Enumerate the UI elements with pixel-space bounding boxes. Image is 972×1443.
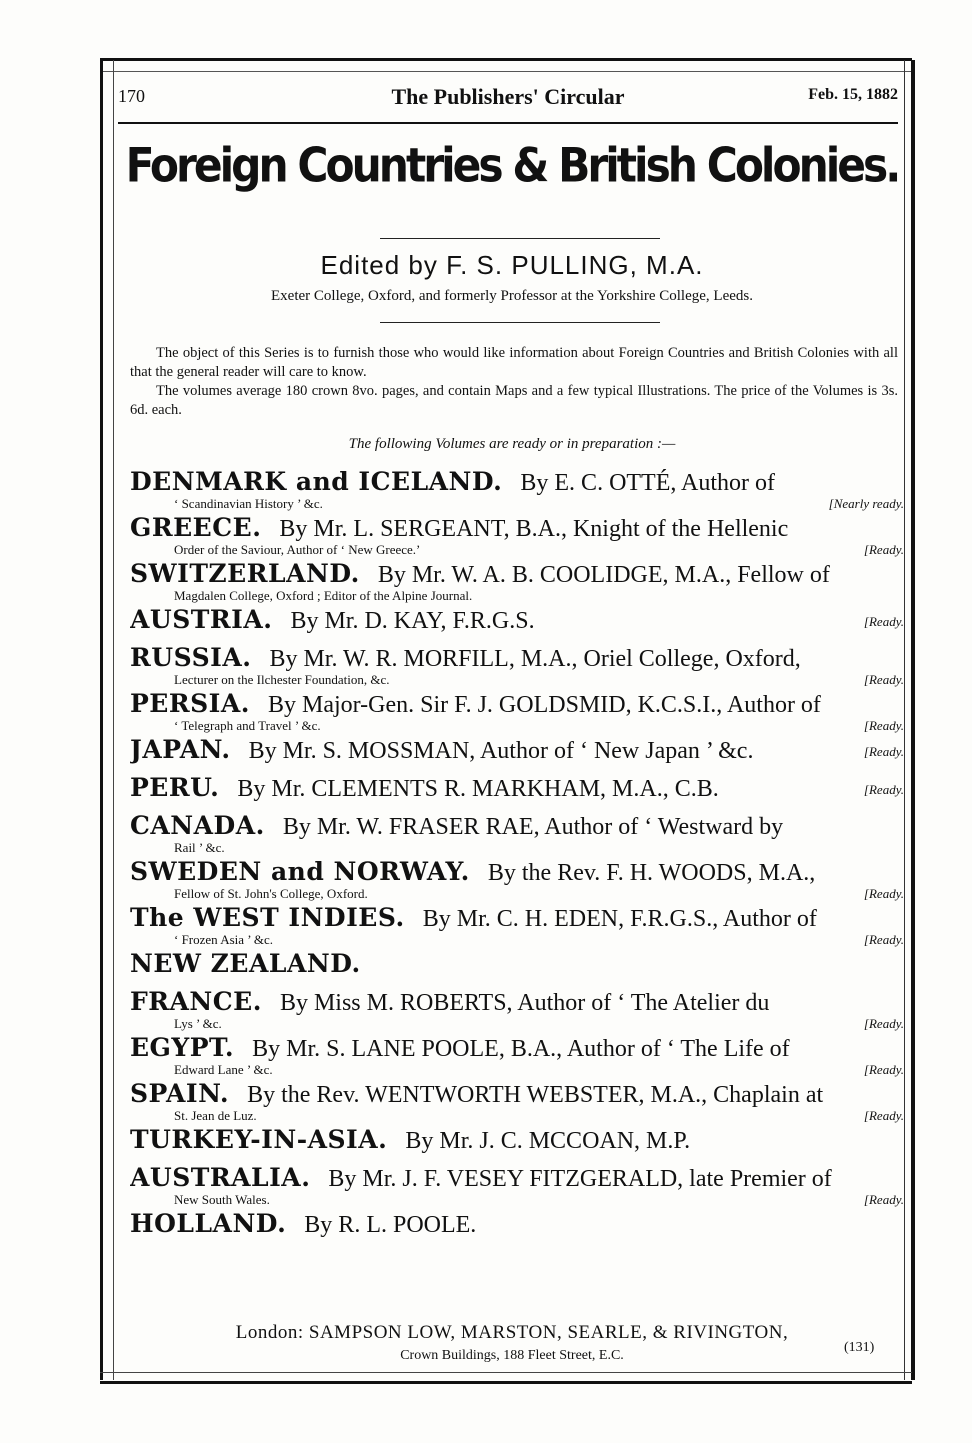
volumes-heading: The following Volumes are ready or in preparation :— [348, 436, 676, 452]
volume-author: By Mr. W. A. B. COOLIDGE, M.A., Fellow of [377, 562, 830, 588]
volume-country: SWEDEN and NORWAY. [130, 858, 470, 886]
volume-title-line [130, 1034, 904, 1062]
volume-subline [130, 672, 904, 688]
issue-date: Feb. 15, 1882 [808, 86, 898, 103]
volume-title-line [130, 1126, 904, 1154]
volume-country: JAPAN. [130, 736, 231, 764]
volume-author: By Miss M. ROBERTS, Author of ‘ The Atelier du [279, 990, 770, 1016]
volume-country: RUSSIA. [130, 644, 252, 672]
volume-title-line [130, 812, 904, 840]
volume-subline [130, 840, 904, 856]
volume-entry [130, 1210, 904, 1248]
volume-title-line [130, 468, 904, 496]
volume-entry [130, 690, 904, 736]
volume-subline [130, 1016, 904, 1032]
publisher-line: London: SAMPSON LOW, MARSTON, SEARLE, & RIVINGTON, [235, 1322, 789, 1343]
volume-details: Edward Lane ’ &c. [174, 1062, 273, 1077]
volume-author: By Mr. S. MOSSMAN, Author of ‘ New Japan ’ &c. [248, 738, 754, 764]
frame-bottom-border [100, 1372, 912, 1384]
volume-status: [Ready. [863, 1016, 904, 1031]
volume-details: ‘ Frozen Asia ’ &c. [174, 932, 274, 947]
publisher-address: Crown Buildings, 188 Fleet Street, E.C. [400, 1348, 624, 1363]
volume-author: By Mr. C. H. EDEN, F.R.G.S., Author of [422, 906, 817, 932]
editor-line: Edited by F. S. PULLING, M.A. [320, 250, 704, 280]
volume-entry [130, 950, 904, 988]
volume-entry [130, 560, 904, 606]
editor-rule [380, 322, 660, 323]
volume-entry [130, 514, 904, 560]
volume-title-line [130, 514, 904, 542]
volume-subline [130, 932, 904, 948]
volume-subline [130, 496, 904, 512]
volume-entry [130, 1126, 904, 1164]
series-introduction [130, 344, 898, 420]
volume-author: By R. L. POOLE. [304, 1212, 477, 1238]
volume-entry [130, 904, 904, 950]
volume-author: By Mr. S. LANE POOLE, B.A., Author of ‘ The Life of [252, 1036, 790, 1062]
volume-country: The WEST INDIES. [130, 904, 405, 932]
volume-entry [130, 736, 904, 774]
volume-title-line [130, 606, 904, 634]
volume-title-line [130, 1164, 904, 1192]
volume-country: EGYPT. [130, 1034, 235, 1062]
volume-subline [130, 1062, 904, 1078]
volume-country: SWITZERLAND. [130, 560, 360, 588]
volume-author: By Mr. J. F. VESEY FITZGERALD, late Premier of [328, 1166, 832, 1192]
volume-subline [130, 1108, 904, 1124]
volume-subline [130, 718, 904, 734]
running-header [118, 84, 898, 114]
volume-title-line [130, 560, 904, 588]
volume-details: Rail ’ &c. [174, 840, 225, 855]
volume-subline [130, 542, 904, 558]
volume-entry [130, 468, 904, 514]
volume-details: New South Wales. [174, 1192, 270, 1207]
volume-status: [Ready. [863, 1192, 904, 1207]
volume-status: [Ready. [863, 932, 904, 947]
volume-country: SPAIN. [130, 1080, 230, 1108]
volume-country: AUSTRIA. [130, 606, 273, 634]
journal-title: The Publishers' Circular [391, 84, 625, 109]
volume-status: [Ready. [863, 614, 904, 629]
volume-title-line [130, 736, 904, 764]
volume-entry [130, 644, 904, 690]
advert-number: (131) [844, 1340, 875, 1355]
volume-entry [130, 812, 904, 858]
title-rule [380, 238, 660, 239]
volume-status: [Ready. [863, 718, 904, 733]
volume-title-line [130, 774, 904, 802]
volume-entry [130, 1034, 904, 1080]
intro-paragraph: The volumes average 180 crown 8vo. pages, and contain Maps and a few typical Illustrations. The price of the Volumes is 3s. 6d. each. [130, 383, 898, 418]
volume-author: By E. C. OTTÉ, Author of [520, 470, 776, 496]
volume-details: Order of the Saviour, Author of ‘ New Greece.’ [174, 542, 421, 557]
volume-author: By Mr. W. R. MORFILL, M.A., Oriel College, Oxford, [269, 646, 801, 672]
frame-top-border [100, 58, 912, 72]
editor-affiliation: Exeter College, Oxford, and formerly Professor at the Yorkshire College, Leeds. [271, 288, 753, 304]
volume-entry [130, 606, 904, 644]
volume-details: St. Jean de Luz. [174, 1108, 257, 1123]
volume-author: By Mr. D. KAY, F.R.G.S. [290, 608, 535, 634]
volume-entry [130, 774, 904, 812]
volume-title-line [130, 1210, 904, 1238]
volume-country: PERU. [130, 774, 220, 802]
volume-country: AUSTRALIA. [130, 1164, 311, 1192]
volume-country: CANADA. [130, 812, 265, 840]
volume-status: [Ready. [863, 886, 904, 901]
volume-country: TURKEY-IN-ASIA. [130, 1126, 388, 1154]
volume-country: DENMARK and ICELAND. [130, 468, 503, 496]
volume-author: By Mr. CLEMENTS R. MARKHAM, M.A., C.B. [237, 776, 719, 802]
header-rule [118, 122, 898, 124]
volume-author: By Mr. J. C. MCCOAN, M.P. [405, 1128, 691, 1154]
volume-entry [130, 1164, 904, 1210]
volume-country: NEW ZEALAND. [130, 950, 361, 978]
volume-details: Lys ’ &c. [174, 1016, 222, 1031]
volume-country: GREECE. [130, 514, 262, 542]
volume-subline [130, 588, 904, 604]
volume-entry [130, 858, 904, 904]
volume-details: ‘ Telegraph and Travel ’ &c. [174, 718, 321, 733]
volume-title-line [130, 644, 904, 672]
volume-title-line [130, 950, 904, 978]
volume-author: By Mr. L. SERGEANT, B.A., Knight of the Hellenic [279, 516, 789, 542]
volume-status: [Ready. [863, 672, 904, 687]
volume-country: FRANCE. [130, 988, 262, 1016]
volume-entry [130, 988, 904, 1034]
volume-status: [Nearly ready. [828, 496, 904, 511]
volume-status: [Ready. [863, 1062, 904, 1077]
volume-author: By Major-Gen. Sir F. J. GOLDSMID, K.C.S.I., Author of [267, 692, 821, 718]
volume-subline [130, 886, 904, 902]
volume-status: [Ready. [863, 542, 904, 557]
page-title: Foreign Countries & British Colonies. [125, 138, 899, 193]
volume-title-line [130, 988, 904, 1016]
volume-status: [Ready. [863, 782, 904, 797]
volume-status: [Ready. [863, 1108, 904, 1123]
volume-status: [Ready. [863, 744, 904, 759]
volume-country: PERSIA. [130, 690, 250, 718]
volume-title-line [130, 858, 904, 886]
volume-subline [130, 1192, 904, 1208]
volume-list [130, 468, 904, 1248]
volume-author: By Mr. W. FRASER RAE, Author of ‘ Westward by [282, 814, 784, 840]
volume-details: Fellow of St. John's College, Oxford. [174, 886, 368, 901]
volume-country: HOLLAND. [130, 1210, 287, 1238]
volume-details: Magdalen College, Oxford ; Editor of the Alpine Journal. [174, 588, 473, 603]
volume-title-line [130, 1080, 904, 1108]
volume-title-line [130, 690, 904, 718]
volume-title-line [130, 904, 904, 932]
page-number: 170 [118, 86, 145, 106]
volume-author: By the Rev. WENTWORTH WEBSTER, M.A., Chaplain at [247, 1082, 824, 1108]
volume-entry [130, 1080, 904, 1126]
volume-details: ‘ Scandinavian History ’ &c. [174, 496, 323, 511]
intro-paragraph: The object of this Series is to furnish those who would like information about Foreign Countries and British Colonies with all that the general reader will care to know. [130, 345, 898, 380]
volume-author: By the Rev. F. H. WOODS, M.A., [487, 860, 816, 886]
volume-details: Lecturer on the Ilchester Foundation, &c. [174, 672, 390, 687]
